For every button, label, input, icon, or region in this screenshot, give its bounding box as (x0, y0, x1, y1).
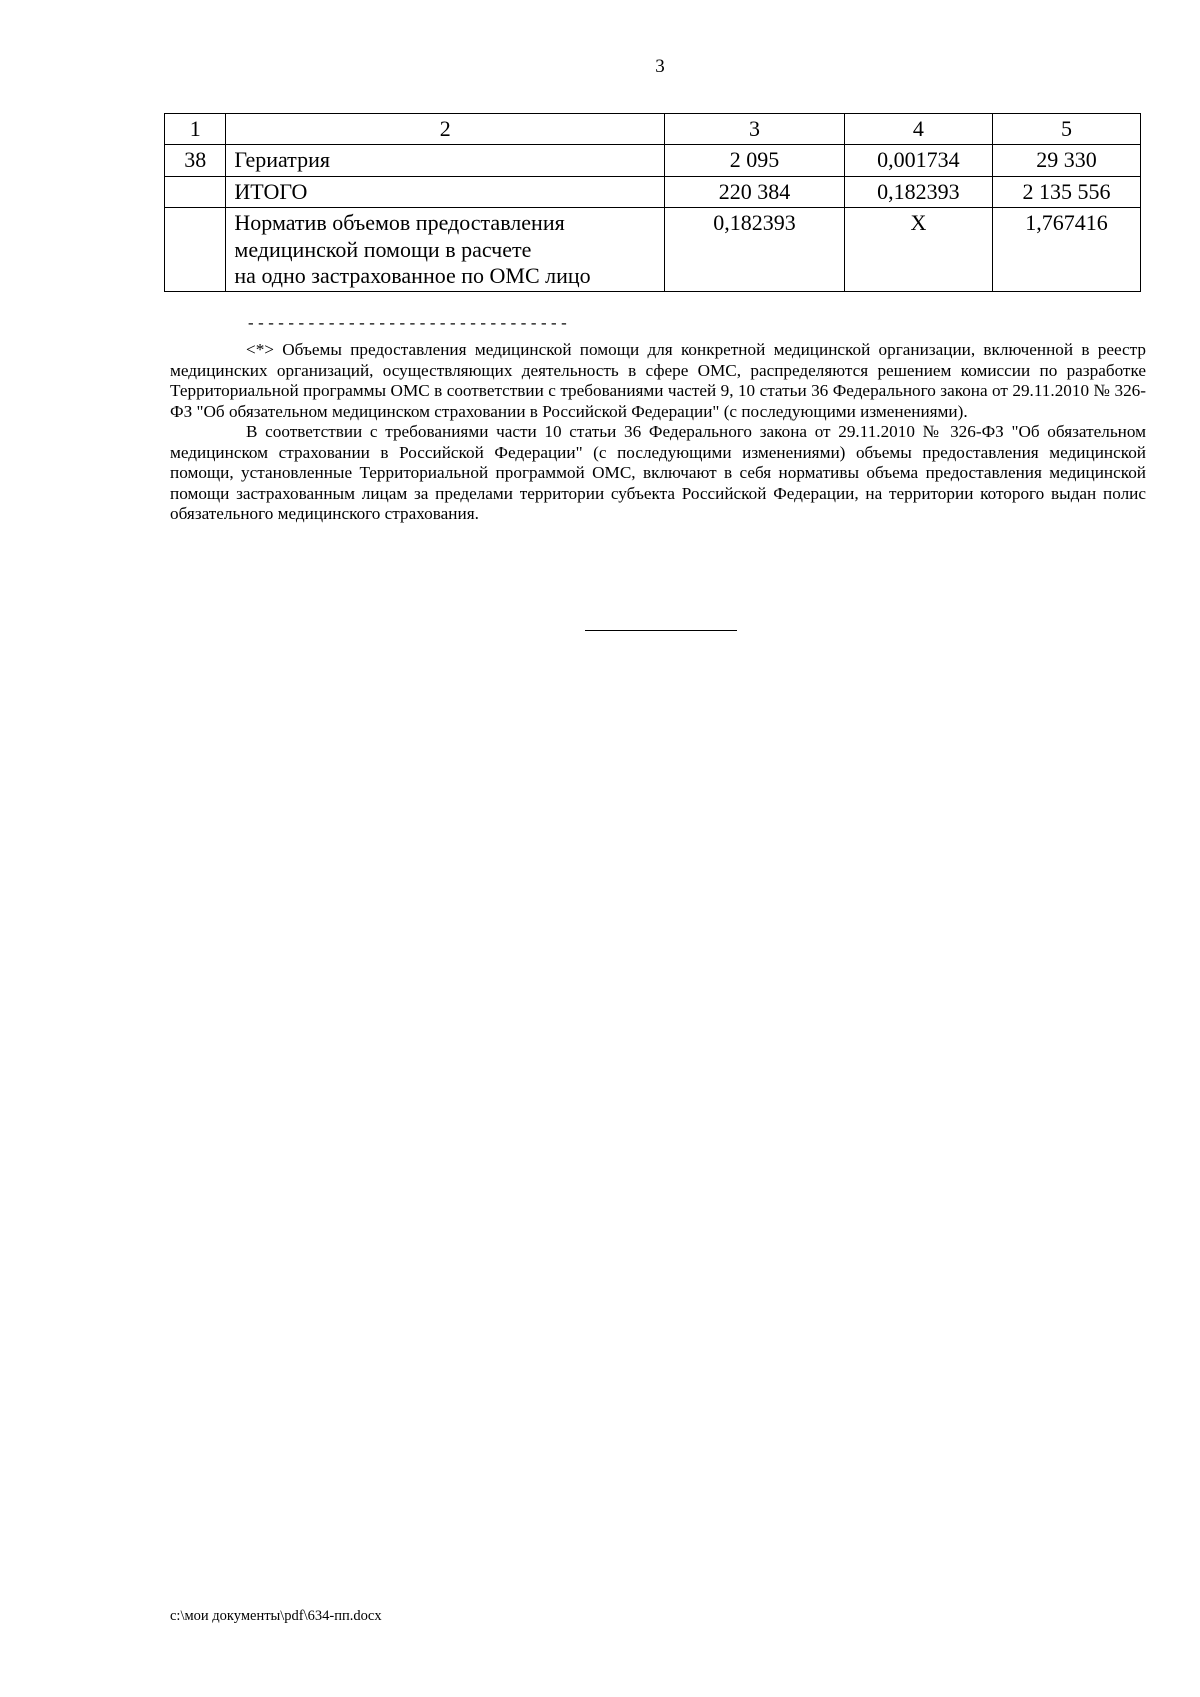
row-name-line: Норматив объемов предоставления (234, 210, 565, 236)
row-name: ИТОГО (226, 176, 665, 207)
table-row (165, 208, 1141, 292)
header-cell: 4 (844, 114, 992, 145)
header-cell: 2 (226, 114, 665, 145)
header-cell: 1 (165, 114, 226, 145)
table-header-row (165, 114, 1141, 145)
row-col5: 2 135 556 (992, 176, 1140, 207)
data-table (164, 113, 1141, 292)
row-name (226, 208, 665, 292)
table-row (165, 145, 1141, 176)
row-col3: 0,182393 (665, 208, 845, 292)
row-name-line: медицинской помощи в расчете (234, 236, 532, 262)
footnote-paragraph: <*> Объемы предоставления медицинской помощи для конкретной медицинской организации, включенной в реестр медицинских организаций, осуществляющих деятельность в сфере ОМС, распределяются решением комиссии по разработке Территориальной программы ОМС в соответствии с требованиями частей 9, 10 статьи 36 Федерального закона от 29.11.2010 № 326-ФЗ "Об обязательном медицинском страховании в Российской Федерации" (с последующими изменениями). (170, 340, 1146, 421)
header-cell: 5 (992, 114, 1140, 145)
row-col4: 0,001734 (844, 145, 992, 176)
footnote-paragraph: В соответствии с требованиями части 10 статьи 36 Федерального закона от 29.11.2010 № 326-ФЗ "Об обязательном медицинском страховании в Российской Федерации" (с последующими изменениями) объемы предоставления медицинской помощи, установленные Территориальной программой ОМС, включают в себя нормативы объема предоставления медицинской помощи застрахованным лицам за пределами территории субъекта Российской Федерации, на территории которого выдан полис обязательного медицинского страхования. (170, 422, 1146, 523)
row-name: Гериатрия (226, 145, 665, 176)
row-col3: 2 095 (665, 145, 845, 176)
row-number: 38 (165, 145, 226, 176)
row-col4: X (844, 208, 992, 292)
footnote-separator: -------------------------------- (246, 315, 570, 333)
end-divider (585, 630, 737, 631)
row-number (165, 208, 226, 292)
footnotes (170, 340, 1146, 525)
row-name-line: на одно застрахованное по ОМС лицо (234, 262, 591, 288)
header-cell: 3 (665, 114, 845, 145)
page-number: 3 (655, 56, 665, 77)
row-col5: 1,767416 (992, 208, 1140, 292)
table-row (165, 176, 1141, 207)
row-number (165, 176, 226, 207)
file-path: c:\мои документы\pdf\634-пп.docx (170, 1608, 382, 1624)
row-col5: 29 330 (992, 145, 1140, 176)
row-col3: 220 384 (665, 176, 845, 207)
row-col4: 0,182393 (844, 176, 992, 207)
